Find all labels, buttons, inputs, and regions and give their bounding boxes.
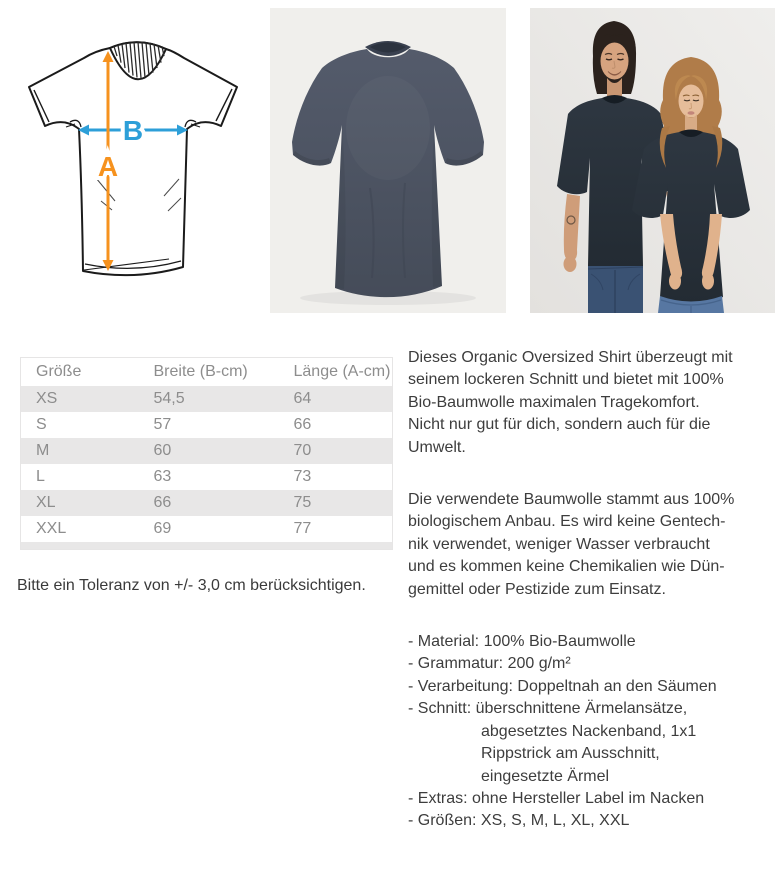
size-diagram-image [18,28,242,296]
cell-laenge: 73 [293,468,312,485]
col-header-breite: Breite (B-cm) [139,358,279,387]
feature-list [408,631,774,833]
cell-breite: 54,5 [153,390,185,407]
text-line: seinem lockeren Schnitt und bietet mit 100% [408,371,724,389]
cell-laenge: 66 [293,416,312,433]
description-paragraph-2 [408,489,774,601]
text-line: biologischem Anbau. Es wird keine Gentech- [408,513,726,531]
tshirt-line-drawing [18,28,242,296]
man-jeans [588,266,643,313]
cell-laenge: 77 [293,520,312,537]
feature-item-continuation: eingesetzte Ärmel [481,767,610,785]
description-paragraph-1 [408,347,774,459]
text-line: Dieses Organic Oversized Shirt überzeugt mit [408,349,733,366]
text-line: Bio-Baumwolle maximalen Tragekomfort. [408,393,700,411]
col-header-groesse: Größe [21,358,139,387]
table-row [21,490,393,516]
table-header-row [21,358,393,387]
feature-item-continuation: abgesetztes Nackenband, 1x1 [481,722,697,740]
feature-item-continuation: Rippstrick am Ausschnitt, [481,745,660,763]
cell-size: XXL [36,520,67,537]
product-description [408,347,774,833]
cell-breite: 60 [153,442,172,459]
cell-breite: 57 [153,416,172,433]
models-illustration [530,8,775,313]
size-table [20,357,393,550]
label-b: B [122,115,144,146]
cell-laenge: 75 [293,494,312,511]
feature-item: - Größen: XS, S, M, L, XL, XXL [408,812,630,830]
col-header-laenge: Länge (A-cm) [279,358,393,387]
text-line: Die verwendete Baumwolle stammt aus 100% [408,491,735,509]
table-row [21,464,393,490]
cell-size: XS [36,390,58,407]
table-row [21,412,393,438]
cell-breite: 63 [153,468,172,485]
cell-laenge: 64 [293,390,312,407]
table-row [21,438,393,464]
cell-breite: 66 [153,494,172,511]
text-line: nik verwendet, weniger Wasser verbraucht [408,535,710,553]
product-photo [270,8,506,313]
cell-laenge: 70 [293,442,312,459]
feature-item: - Material: 100% Bio-Baumwolle [408,633,636,651]
cell-size: M [36,442,50,459]
feature-item: - Verarbeitung: Doppeltnah an den Säumen [408,677,717,695]
product-shirt-illustration [270,8,506,313]
cell-size: S [36,416,47,433]
cell-size: L [36,468,45,485]
text-line: Nicht nur gut für dich, sondern auch für die [408,416,711,434]
tolerance-note: Bitte ein Toleranz von +/- 3,0 cm berücksichtigen. [17,577,366,594]
text-line: und es kommen keine Chemikalien wie Dün- [408,558,725,576]
woman-lips [688,111,695,115]
feature-item: - Schnitt: überschnittene Ärmelansätze, [408,700,688,718]
table-row [21,516,393,542]
feature-item: - Extras: ohne Hersteller Label im Nacken [408,789,705,807]
feature-item: - Grammatur: 200 g/m² [408,655,571,673]
text-line: Umwelt. [408,438,466,456]
label-a: A [97,151,119,182]
table-row [21,386,393,412]
table-footer-strip [21,542,393,550]
models-photo [530,8,775,313]
cell-breite: 69 [153,520,172,537]
cell-size: XL [36,494,56,511]
text-line: gemittel oder Pestizide zum Einsatz. [408,580,666,598]
